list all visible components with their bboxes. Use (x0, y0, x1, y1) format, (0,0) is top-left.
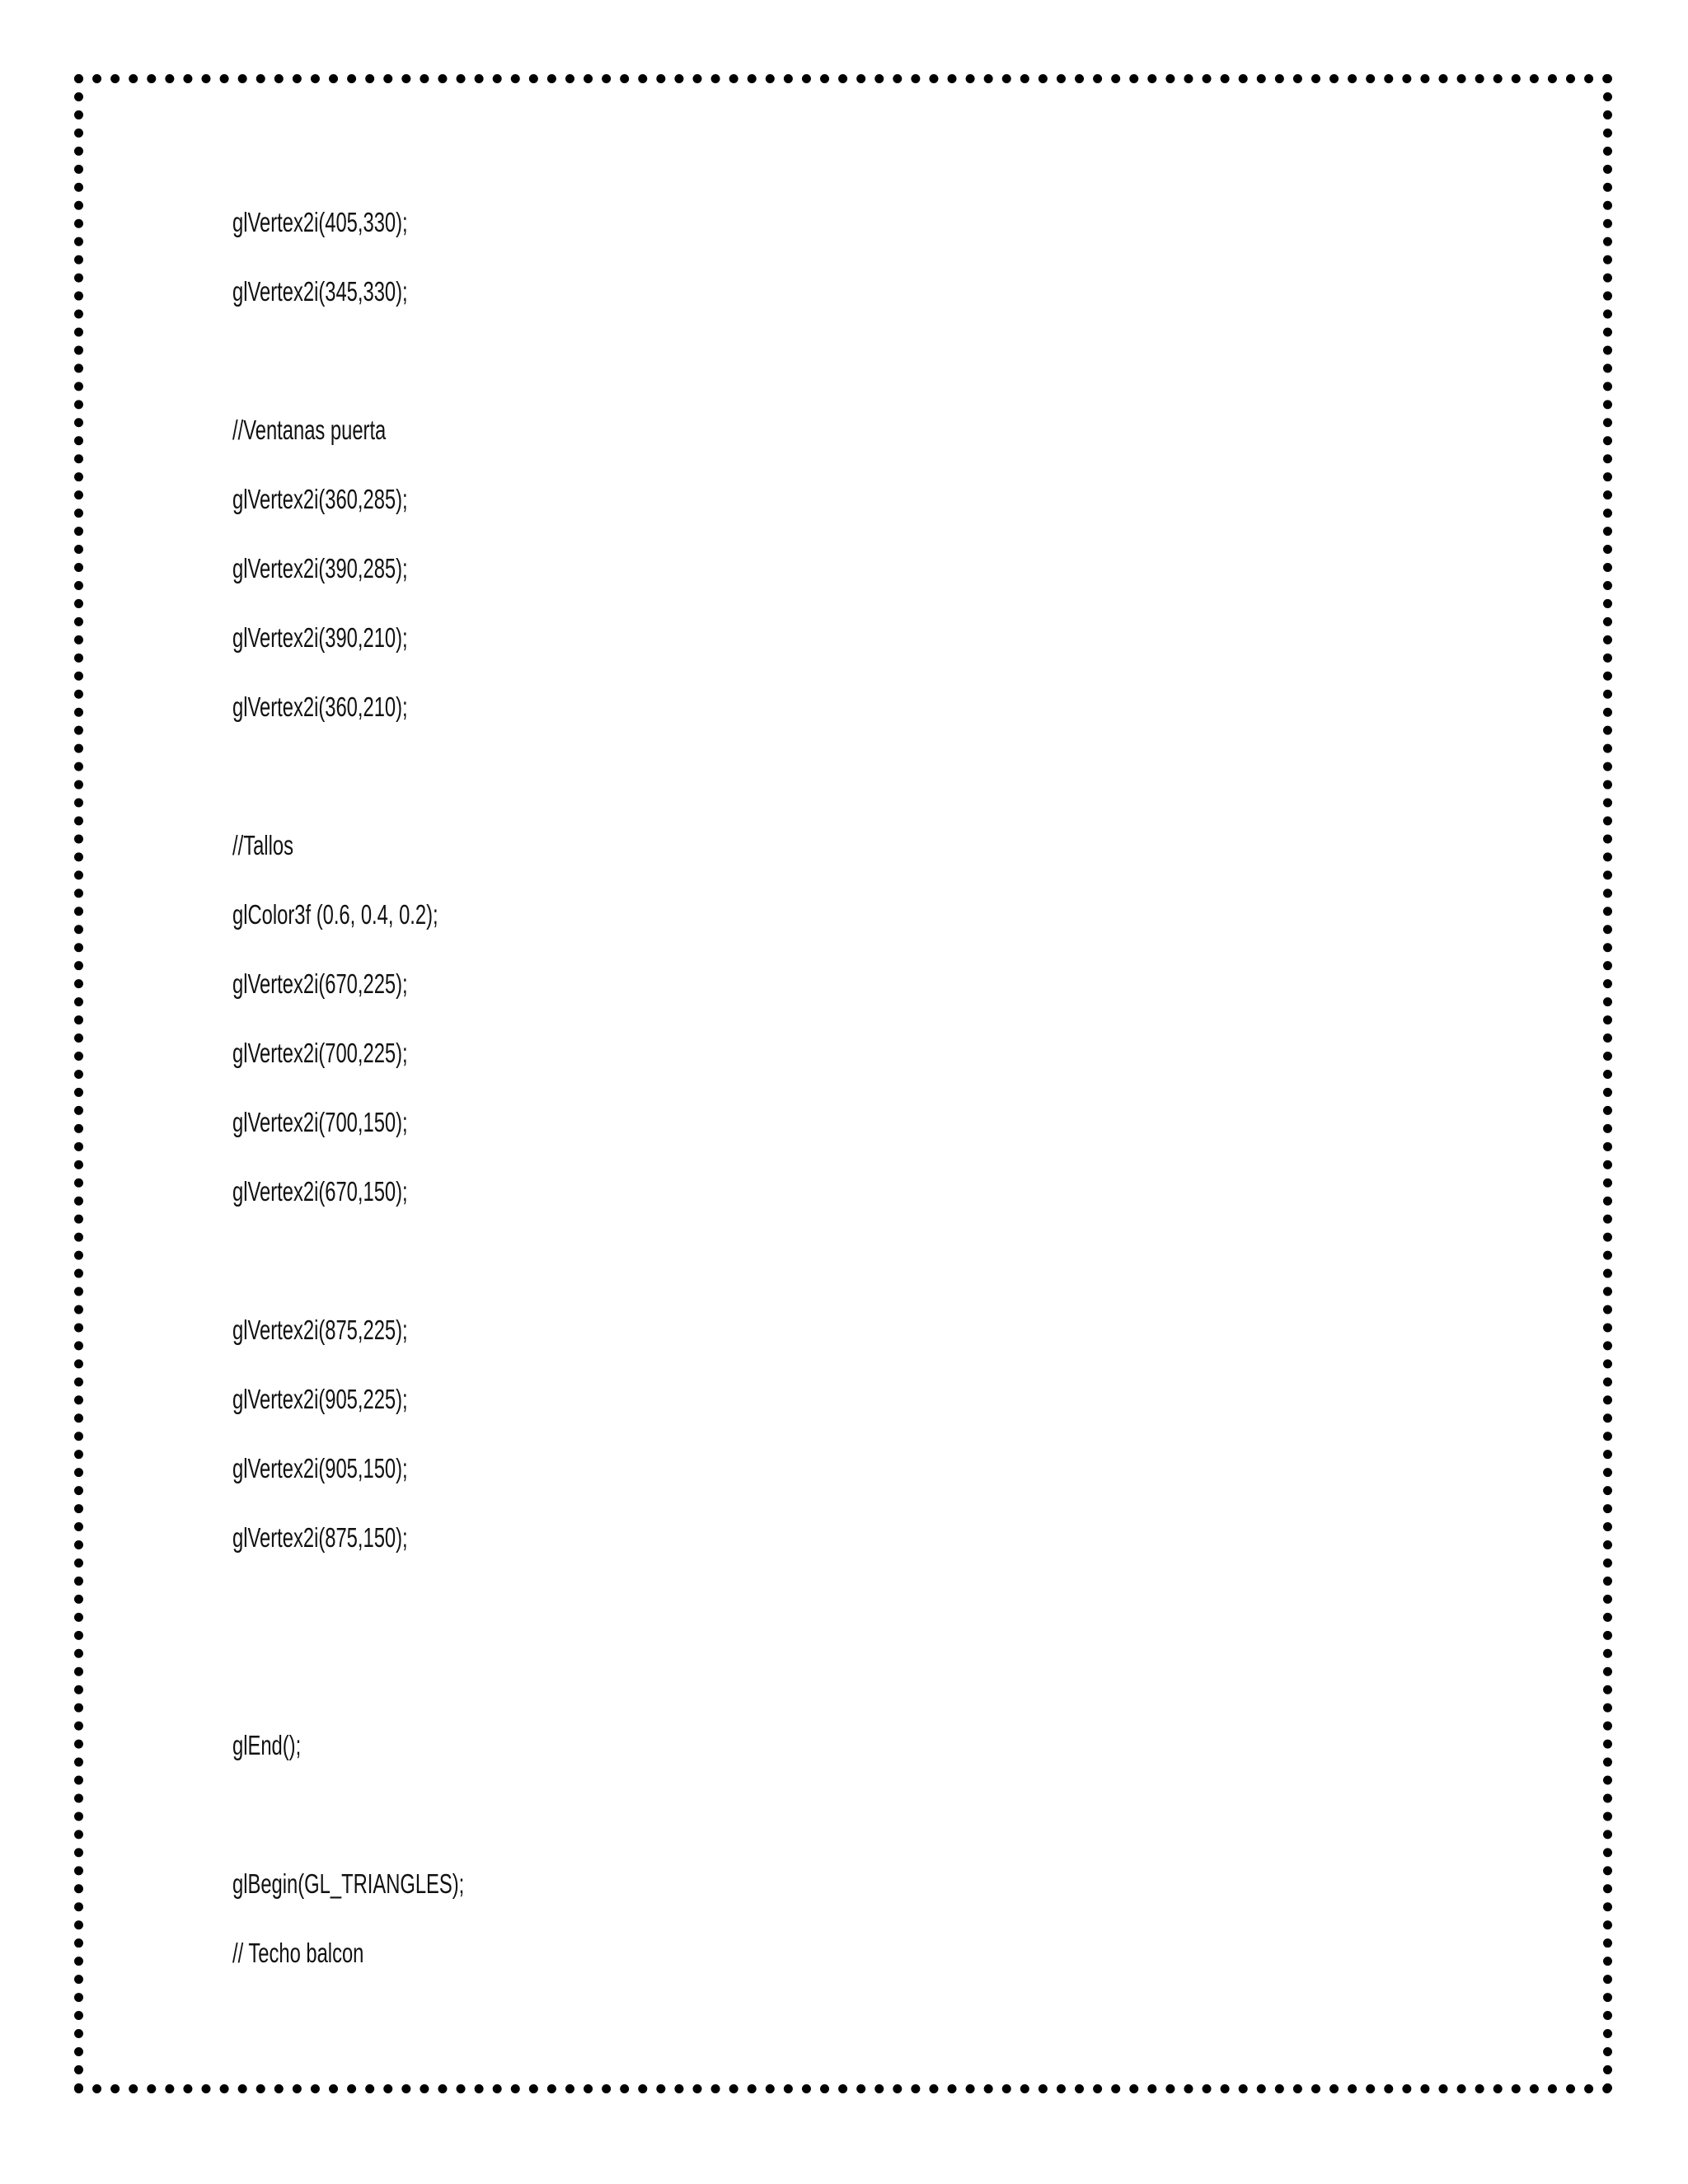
code-line: glBegin(GL_TRIANGLES); (232, 1868, 465, 1899)
blank-line (232, 1226, 1123, 1296)
code-line: glVertex2i(905,150); (232, 1453, 408, 1483)
code-line: glVertex2i(345,330); (232, 276, 408, 307)
code-comment: //Tallos (232, 830, 293, 860)
code-line: glColor3f (0.6, 0.4, 0.2); (232, 899, 438, 930)
code-line: glVertex2i(670,150); (232, 1176, 408, 1207)
code-line: glEnd(); (232, 1730, 302, 1760)
code-line: glVertex2i(390,285); (232, 553, 408, 583)
code-line: glVertex2i(875,225); (232, 1315, 408, 1345)
blank-line (232, 326, 1123, 396)
code-line: glVertex2i(875,150); (232, 1522, 408, 1553)
code-comment: //Ventanas puerta (232, 415, 387, 445)
code-line: glVertex2i(360,210); (232, 691, 408, 722)
code-line: glVertex2i(700,225); (232, 1038, 408, 1068)
code-listing (232, 188, 1469, 1988)
code-line: glVertex2i(390,210); (232, 622, 408, 653)
blank-line (232, 1642, 1123, 1711)
code-line: glVertex2i(360,285); (232, 484, 408, 514)
code-line: glVertex2i(405,330); (232, 207, 408, 237)
blank-line (232, 742, 1123, 811)
code-line: glVertex2i(670,225); (232, 968, 408, 999)
code-line: glVertex2i(700,150); (232, 1107, 408, 1137)
blank-line (232, 1780, 1123, 1849)
code-comment: // Techo balcon (232, 1938, 364, 1968)
blank-line (232, 1572, 1123, 1642)
code-line: glVertex2i(905,225); (232, 1384, 408, 1414)
